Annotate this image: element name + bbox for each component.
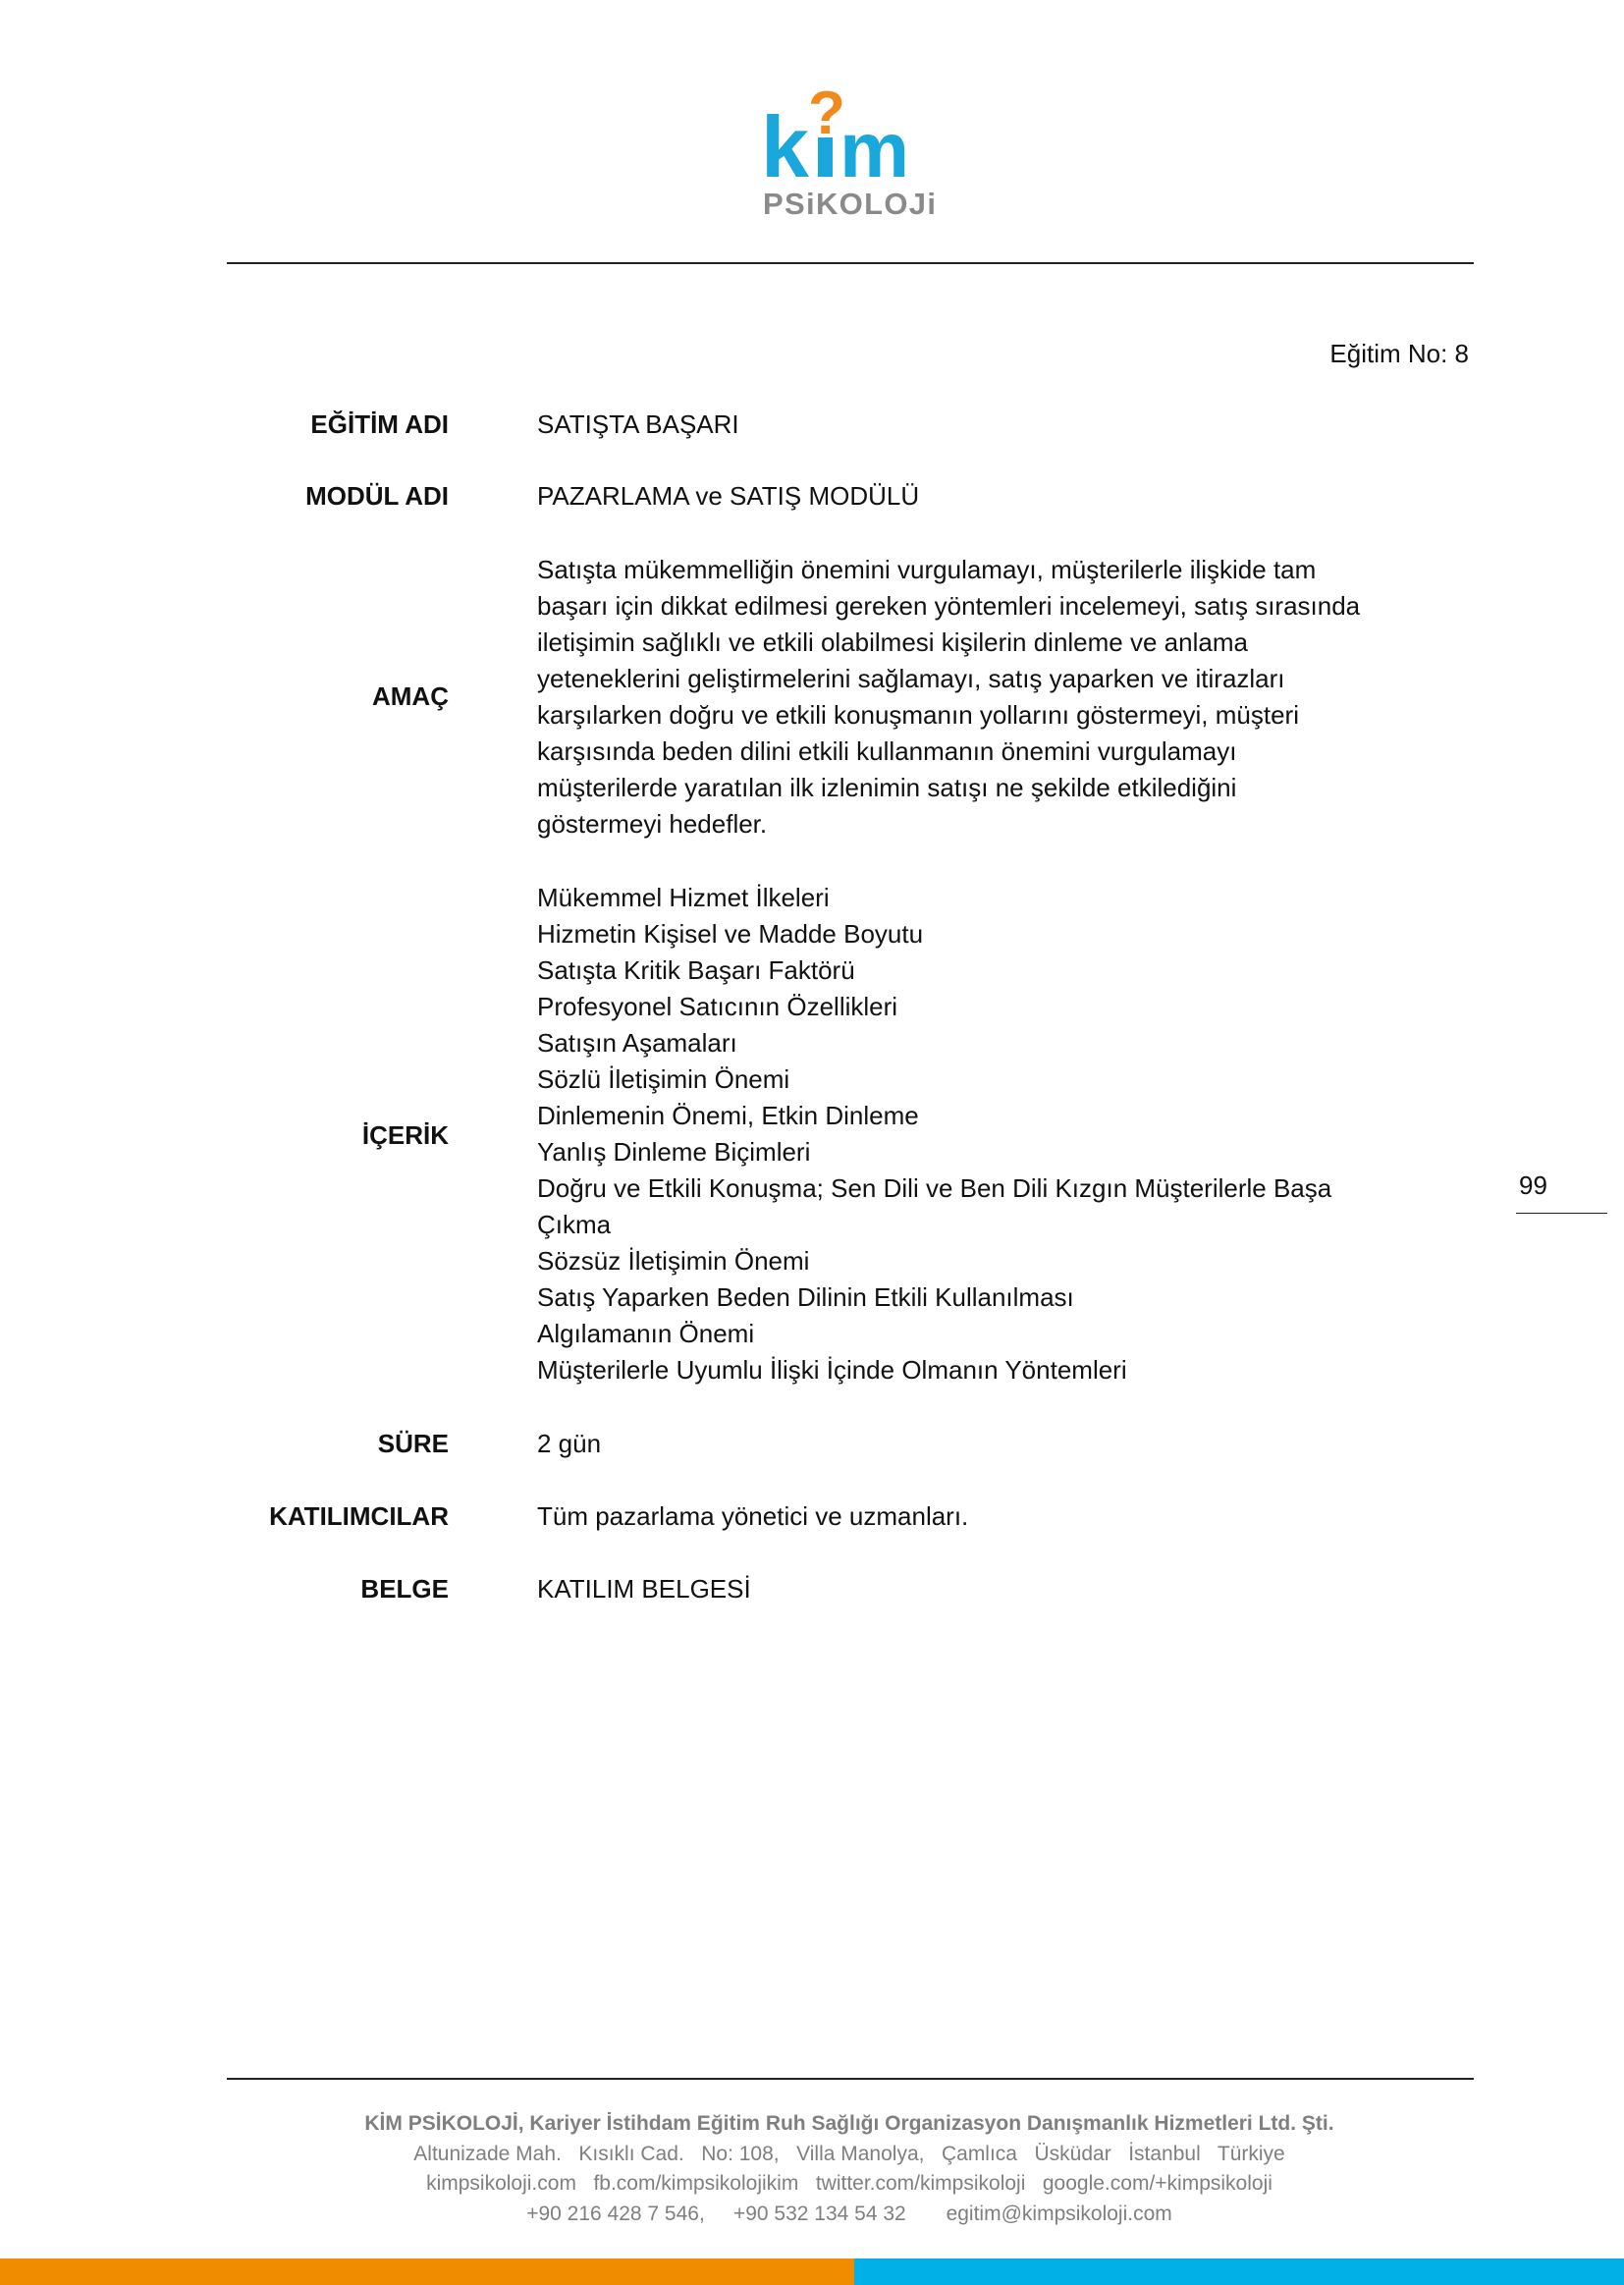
value-purpose	[537, 552, 1440, 843]
value-certificate: KATILIM BELGESİ	[537, 1574, 751, 1604]
value-module-name: PAZARLAMA ve SATIŞ MODÜLÜ	[537, 481, 920, 511]
svg-text:PSiKOLOJi: PSiKOLOJi	[763, 187, 936, 219]
content-item: Profesyonel Satıcının Özellikleri	[537, 992, 898, 1021]
purpose-line: iletişimin sağlıklı ve etkili olabilmesi kişilerin dinleme ve anlama	[537, 627, 1248, 657]
footer-bar-orange	[0, 2258, 854, 2285]
content-item: Dinlemenin Önemi, Etkin Dinleme	[537, 1101, 919, 1130]
svg-text:m: m	[839, 106, 910, 193]
content-item: Algılamanın Önemi	[537, 1319, 755, 1348]
page-number-underline	[1516, 1213, 1607, 1214]
footer-company-title: Kariyer İstihdam Eğitim Ruh Sağlığı Organizasyon Danışmanlık Hizmetleri Ltd. Şti.	[523, 2112, 1334, 2135]
value-training-name: SATIŞTA BAŞARI	[537, 409, 739, 439]
content-item: Satışta Kritik Başarı Faktörü	[537, 955, 855, 985]
svg-text:?: ?	[808, 86, 845, 147]
purpose-line: karşılarken doğru ve etkili konuşmanın yollarını göstermeyi, müşteri	[537, 700, 1299, 730]
label-participants: KATILIMCILAR	[269, 1501, 449, 1531]
svg-text:k: k	[761, 98, 809, 195]
value-participants: Tüm pazarlama yönetici ve uzmanları.	[537, 1501, 969, 1531]
purpose-line: müşterilerde yaratılan ilk izlenimin satışı ne şekilde etkilediğini	[537, 773, 1237, 802]
content-item: Çıkma	[537, 1210, 612, 1239]
value-content	[537, 880, 1440, 1388]
footer-bar-blue	[854, 2258, 1624, 2285]
content-item: Hizmetin Kişisel ve Madde Boyutu	[537, 919, 924, 949]
footer-links: kimpsikoloji.com fb.com/kimpsikolojikim twitter.com/kimpsikoloji google.com/+kimpsikoloji	[426, 2172, 1272, 2195]
label-training-name: EĞİTİM ADI	[310, 409, 449, 439]
footer-address: Altunizade Mah. Kısıklı Cad. No: 108, Villa Manolya, Çamlıca Üsküdar İstanbul Türkiye	[413, 2143, 1285, 2165]
content-item: Sözsüz İletişimin Önemi	[537, 1246, 810, 1276]
content-item: Doğru ve Etkili Konuşma; Sen Dili ve Ben Dili Kızgın Müşterilerle Başa	[537, 1173, 1332, 1203]
purpose-line: Satışta mükemmelliğin önemini vurgulamayı, müşterilerle ilişkide tam	[537, 555, 1317, 584]
content-item: Sözlü İletişimin Önemi	[537, 1064, 790, 1094]
label-duration: SÜRE	[377, 1429, 449, 1458]
training-number: Eğitim No: 8	[1329, 339, 1469, 368]
value-duration: 2 gün	[537, 1429, 602, 1458]
footer-company-name: KİM PSİKOLOJİ,	[364, 2112, 524, 2135]
content-item: Satış Yaparken Beden Dilinin Etkili Kullanılması	[537, 1282, 1074, 1312]
company-logo	[761, 86, 938, 219]
label-content: İÇERİK	[361, 1120, 449, 1150]
content-item: Yanlış Dinleme Biçimleri	[537, 1137, 811, 1167]
purpose-line: yeteneklerini geliştirmelerini sağlamayı, satış yaparken ve itirazları	[537, 664, 1285, 693]
purpose-line: göstermeyi hedefler.	[537, 809, 768, 839]
purpose-line: karşısında beden dilini etkili kullanmanın önemini vurgulamayı	[537, 736, 1237, 766]
header-divider	[227, 262, 1474, 264]
label-certificate: BELGE	[360, 1574, 449, 1604]
content-item: Müşterilerle Uyumlu İlişki İçinde Olmanın Yöntemleri	[537, 1355, 1127, 1385]
purpose-line: başarı için dikkat edilmesi gereken yöntemleri incelemeyi, satış sırasında	[537, 591, 1361, 621]
label-purpose: AMAÇ	[372, 681, 449, 711]
footer-company	[0, 2112, 1624, 2136]
footer-contact: +90 216 428 7 546, +90 532 134 54 32 egitim@kimpsikoloji.com	[526, 2203, 1172, 2225]
content-item: Mükemmel Hizmet İlkeleri	[537, 883, 830, 912]
page-number: 99	[1519, 1170, 1547, 1200]
content-item: Satışın Aşamaları	[537, 1028, 737, 1058]
label-module-name: MODÜL ADI	[305, 481, 449, 511]
footer-divider	[227, 2078, 1474, 2080]
